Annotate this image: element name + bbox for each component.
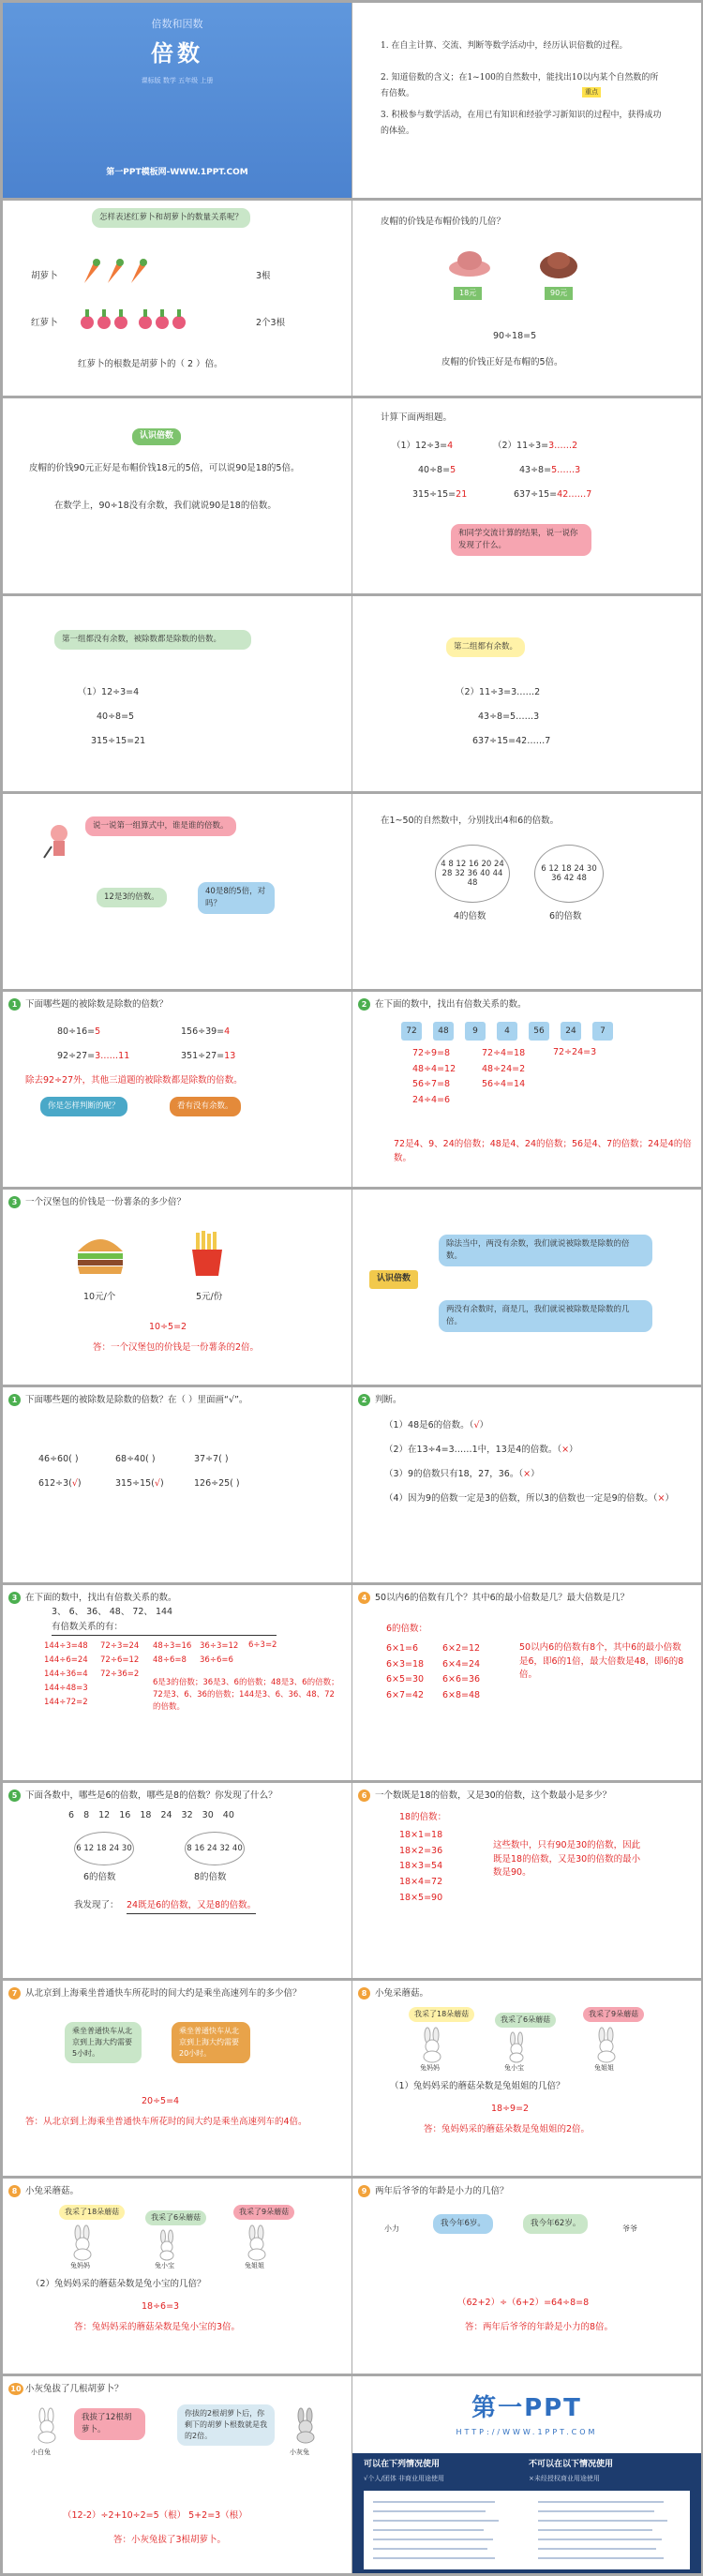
- eq-a2-value: 5: [450, 465, 456, 475]
- definition-bubble-2: 两没有余数时，商是几，我们就说被除数是除数的几倍。: [439, 1300, 652, 1332]
- multiples-of-6-oval: 6 12 18 24 30: [74, 1832, 134, 1865]
- eq-b1-value: 3……2: [548, 441, 578, 451]
- section-tag: 认识倍数: [132, 428, 181, 445]
- rabbit-mom-icon: [420, 2029, 444, 2061]
- practice-3-slide[interactable]: [3, 1585, 352, 1780]
- ad-desc-2: ×未经授权商业用途使用: [529, 2475, 600, 2482]
- radish-icons-row2: [78, 304, 247, 332]
- exercise-number: 2: [358, 998, 370, 1011]
- eq-2-value: 4: [224, 1026, 231, 1037]
- rabbit-bubble-2: 我采了6朵蘑菇: [495, 2013, 556, 2028]
- calc-c1: 144÷48=3: [44, 1683, 88, 1693]
- finding-label: 我发现了：: [74, 1900, 119, 1910]
- question-text: 下面哪些题的被除数是除数的倍数？在（ ）里面画“√”。: [25, 1395, 248, 1405]
- info-bubble-2: 乘坐普通快车从北京到上海大约需要20小时。: [172, 2022, 250, 2063]
- eq-1: 80÷16=: [57, 1026, 96, 1037]
- cover-meta: 课标版 数学 五年级 上册: [141, 77, 214, 84]
- practice-2-slide[interactable]: 2 判断。 （1）48是6的倍数。（√） （2）在13÷4=3……1中，13是4的倍数。（×） （3）9的倍数只有18，27，36。（×） （4）因为9的倍数一定是3的倍数，所以3的倍数也一定是9的倍数。（×）: [352, 1387, 701, 1582]
- question-text: 下面各数中，哪些是6的倍数，哪些是8的倍数？你发现了什么？: [25, 1790, 277, 1801]
- multiples-of-8-label: 8的倍数: [194, 1872, 227, 1882]
- number-tile: 56: [529, 1022, 549, 1041]
- calculation: （62+2）÷（6+2）=64÷8=8: [457, 2298, 590, 2308]
- item-prefix: 315÷15(: [115, 1478, 155, 1489]
- item-suffix: ): [159, 1478, 164, 1489]
- rabbit-bubble-2: 我采了6朵蘑菇: [145, 2210, 206, 2225]
- group2-bubble: 第二组都有余数。: [446, 637, 525, 657]
- eq-b3: 637÷15=: [514, 489, 558, 500]
- definition-slide[interactable]: [3, 398, 352, 593]
- calc-c1: 6×7=42: [386, 1689, 425, 1700]
- number-tile: 24: [561, 1022, 581, 1041]
- calc-c1: 144÷72=2: [44, 1697, 88, 1707]
- question-text: 一个汉堡包的价钱是一份薯条的多少倍？: [25, 1197, 187, 1207]
- white-rabbit-icon: [35, 2410, 59, 2442]
- eq-b1: （2）11÷3=: [493, 441, 549, 451]
- rabbit-label-3: 兔姐姐: [594, 2064, 614, 2072]
- question-text: 两年后爷爷的年龄是小力的几倍？: [375, 2186, 509, 2196]
- question-text: 皮帽的价钱是布帽价钱的几倍？: [381, 217, 506, 227]
- hat-slide[interactable]: [352, 201, 701, 396]
- practice-7-slide[interactable]: [3, 1981, 352, 2176]
- exercise-1-slide[interactable]: [3, 992, 352, 1187]
- rabbit-label-2: 兔小宝: [504, 2064, 524, 2072]
- rabbit-baby-icon: [157, 2231, 177, 2259]
- answer-text: 皮帽的价钱正好是布帽的5倍。: [441, 357, 563, 367]
- question-bubble: 怎样表述红萝卜和胡萝卜的数量关系呢？: [92, 208, 250, 228]
- calc-c2: 48÷24=2: [482, 1063, 526, 1074]
- calculation: 18÷9=2: [491, 2104, 530, 2114]
- judge-1-mark: √: [473, 1420, 480, 1430]
- answer-bubble-1: 12是3的倍数。: [97, 888, 167, 907]
- number-tile: 4: [497, 1022, 517, 1041]
- judge-2: （2）在13÷4=3……1中，13是4的倍数。（: [384, 1445, 562, 1455]
- practice-8b-slide[interactable]: [3, 2179, 352, 2374]
- question-text: 判断。: [375, 1395, 402, 1405]
- calc-c5: 6÷3=2: [248, 1640, 277, 1650]
- calc-c1: 144÷3=48: [44, 1641, 88, 1651]
- exercise-number: 9: [358, 2185, 370, 2197]
- conclusion-text: 除去92÷27外，其他三道题的被除数都是除数的倍数。: [25, 1075, 243, 1086]
- cover-title: 倍数: [151, 40, 203, 67]
- calculation: 18÷6=3: [142, 2301, 180, 2312]
- answer-text: 答：从北京到上海乘坐普通快车所花时的间大约是乘坐高速列车的4倍。: [25, 2117, 307, 2127]
- practice-4-slide[interactable]: [352, 1585, 701, 1780]
- question-text: 在下面的数中，找出有倍数关系的数。: [375, 999, 527, 1010]
- eq-b2: 43÷8=: [519, 465, 552, 475]
- exercise-2-slide[interactable]: [352, 992, 701, 1187]
- practice-10-slide[interactable]: [3, 2376, 352, 2573]
- sub-question: （2）兔妈妈采的蘑菇朵数是兔小宝的几倍？: [31, 2279, 206, 2289]
- prompt-bubble: 说一说第一组算式中，谁是谁的倍数。: [85, 816, 236, 836]
- calc-c2: 6×4=24: [442, 1658, 481, 1670]
- calc-c2: 6×2=12: [442, 1643, 481, 1654]
- calc-c1: 24÷4=6: [412, 1094, 451, 1105]
- multiples-of-8-oval: 8 16 24 32 40: [185, 1832, 245, 1865]
- section-tag: 认识倍数: [369, 1270, 418, 1289]
- group1-line-3: 315÷15=21: [91, 736, 146, 746]
- exercise-number: 5: [8, 1790, 21, 1802]
- calc-c2: 56÷4=14: [482, 1079, 526, 1090]
- multiples-label: 18的倍数：: [399, 1812, 447, 1822]
- key-point-badge: 重点: [582, 87, 601, 97]
- group1-slide[interactable]: [3, 596, 352, 791]
- eq-b2-value: 5……3: [551, 465, 581, 475]
- calc-c3: 48÷3=16: [153, 1641, 192, 1651]
- item-prefix: 612÷3(: [38, 1478, 72, 1489]
- heading: 在1~50的自然数中，分别找出4和6的倍数。: [381, 816, 560, 826]
- rabbit-mom-icon: [70, 2227, 95, 2259]
- rabbit-bubble-2: 你拔的2根胡萝卜后，你剩下的胡萝卜根数就是我的2倍。: [177, 2404, 275, 2446]
- rabbit-bubble-1: 我采了18朵蘑菇: [409, 2007, 474, 2022]
- definition-text-2: 在数学上，90÷18没有余数，我们就说90是18的倍数。: [54, 501, 277, 511]
- exercise-number: 1: [8, 1394, 21, 1406]
- exercise-number: 7: [8, 1987, 21, 1999]
- definition-text-1: 皮帽的价钱90元正好是布帽价钱18元的5倍，可以说90是18的5倍。: [29, 463, 300, 473]
- number-tile: 72: [401, 1022, 422, 1041]
- ad-url[interactable]: HTTP://WWW.1PPT.COM: [456, 2428, 598, 2436]
- discuss-slide[interactable]: [3, 794, 352, 989]
- calc-c4: 36÷3=12: [200, 1641, 239, 1651]
- practice-6-slide[interactable]: [352, 1783, 701, 1978]
- rabbit-bubble-1: 我拔了12根胡萝卜。: [74, 2408, 145, 2440]
- question-text: 从北京到上海乘坐普通快车所花时的间大约是乘坐高速列车的多少倍？: [25, 1988, 302, 1999]
- calc-c2: 72÷4=18: [482, 1048, 526, 1058]
- eq-a3: 315÷15=: [412, 489, 456, 500]
- price-fries: 5元/份: [196, 1292, 223, 1302]
- cloth-hat-icon: [446, 249, 493, 277]
- answer-text: 这些数中，只有90是30的倍数，因此既是18的倍数，又是30的倍数的最小数是90。: [493, 1840, 641, 1879]
- calc-c4: 36÷6=6: [200, 1655, 233, 1665]
- number-list: 6 8 12 16 18 24 32 30 40: [68, 1810, 234, 1820]
- calc-c1: 6×1=6: [386, 1643, 419, 1654]
- multiples-of-6-oval: 6 12 18 24 30 36 42 48: [534, 845, 604, 903]
- rabbit-label-3: 兔姐姐: [245, 2262, 264, 2269]
- person-label-2: 爷爷: [622, 2224, 637, 2233]
- answer-text: 答：小灰兔拔了3根胡萝卜。: [113, 2535, 227, 2545]
- calculation: （12-2）÷2+10÷2=5（根） 5+2=3（根）: [63, 2510, 247, 2521]
- row-count-2: 2个3根: [256, 318, 286, 328]
- group1-line-1: （1）12÷3=4: [78, 687, 140, 697]
- rabbit-bubble-3: 我采了9朵蘑菇: [583, 2007, 644, 2022]
- ad-heading-2: 不可以在以下情况使用: [529, 2460, 614, 2469]
- calc-c2: 72÷6=12: [100, 1655, 140, 1665]
- group1-line-2: 40÷8=5: [97, 711, 135, 722]
- calc-c1: 6×3=18: [386, 1658, 425, 1670]
- goals-slide[interactable]: [352, 3, 701, 198]
- multiples-of-4-oval: 4 8 12 16 20 24 28 32 36 40 44 48: [435, 845, 510, 903]
- eq-1-value: 5: [95, 1026, 101, 1037]
- ad-heading-1: 可以在下列情况使用: [364, 2460, 441, 2469]
- rabbit-sister-icon: [594, 2029, 619, 2061]
- calc-c3: 48÷6=8: [153, 1655, 187, 1665]
- exercise-number: 3: [8, 1592, 21, 1604]
- person-label-1: 小力: [384, 2224, 399, 2233]
- group2-line-1: （2）11÷3=3……2: [456, 687, 541, 697]
- practice-8-slide[interactable]: [352, 1981, 701, 2176]
- row-count-1: 3根: [256, 271, 271, 281]
- multiples-of-4-label: 4的倍数: [454, 911, 486, 921]
- answer-text: 6是3的倍数；36是3、6的倍数；48是3、6的倍数；72是3、6、36的倍数；144是3、6、36、48、72的倍数。: [153, 1678, 339, 1713]
- calc-c1: 56÷7=8: [412, 1079, 451, 1090]
- cover-site: 第一PPT模板网-WWW.1PPT.COM: [106, 168, 248, 177]
- cover-subtitle: 倍数和因数: [151, 18, 203, 30]
- eq-3-value: 3……11: [95, 1051, 130, 1061]
- price-tag-1: 18元: [454, 287, 482, 300]
- carrot-slide[interactable]: [3, 201, 352, 396]
- item: 68÷40( ): [115, 1454, 156, 1464]
- number-tile: 7: [592, 1022, 613, 1041]
- eq-a3-value: 21: [456, 489, 468, 500]
- practice-9-slide[interactable]: [352, 2179, 701, 2374]
- row-label-2: 红萝卜: [31, 318, 58, 328]
- price-burger: 10元/个: [83, 1292, 116, 1302]
- question-text: 一个数既是18的倍数，又是30的倍数，这个数最小是多少？: [375, 1790, 612, 1801]
- age-bubble-1: 我今年6岁。: [433, 2214, 493, 2234]
- group2-line-3: 637÷15=42……7: [472, 736, 551, 746]
- calc-slide[interactable]: [352, 398, 701, 593]
- exercise-number: 8: [358, 1987, 370, 1999]
- group1-bubble: 第一组都没有余数，被除数都是除数的倍数。: [54, 630, 251, 650]
- answer-text: 50以内6的倍数有8个，其中6的最小倍数是6，即6的1倍，最大倍数是48，即6的8倍。: [519, 1642, 684, 1681]
- exercise-3-slide[interactable]: [3, 1190, 352, 1385]
- calculation: 10÷5=2: [149, 1322, 187, 1332]
- gray-rabbit-icon: [293, 2410, 318, 2442]
- rabbit-label-1: 小白兔: [31, 2449, 51, 2456]
- judge-2-mark: ×: [561, 1445, 570, 1455]
- calc-c1: 144÷36=4: [44, 1669, 88, 1679]
- rabbit-sister-icon: [245, 2227, 269, 2259]
- exercise-number: 4: [358, 1592, 370, 1604]
- fur-hat-icon: [535, 247, 582, 279]
- judge-4: （4）因为9的倍数一定是3的倍数，所以3的倍数也一定是9的倍数。（: [384, 1493, 658, 1504]
- price-tag-2: 90元: [545, 287, 573, 300]
- advert-slide[interactable]: [352, 2376, 701, 2573]
- ad-desc-1: √个人/团体 非商业用途使用: [364, 2475, 445, 2482]
- exercise-number: 3: [8, 1196, 21, 1208]
- fries-icon: [188, 1231, 226, 1278]
- exercise-number: 1: [8, 998, 21, 1011]
- rabbit-bubble-3: 我采了9朵蘑菇: [233, 2205, 294, 2220]
- judge-4-mark: ×: [657, 1493, 666, 1504]
- age-bubble-2: 我今年62岁。: [523, 2214, 588, 2234]
- answer-bubble-2: 40是8的5倍，对吗？: [198, 882, 275, 914]
- answer-text: 答：两年后爷爷的年龄是小力的8倍。: [465, 2322, 614, 2332]
- rabbit-label-2: 小灰兔: [290, 2449, 309, 2456]
- practice-1-slide[interactable]: [3, 1387, 352, 1582]
- goal-1: 1. 在自主计算、交流、判断等数学活动中，经历认识倍数的过程。: [381, 41, 628, 51]
- finding-text: 24既是6的倍数，又是8的倍数。: [127, 1899, 256, 1914]
- question-text: 小兔采蘑菇。: [375, 1988, 429, 1999]
- carrot-icons-row1: [80, 257, 164, 285]
- multiples-of-6-label: 6的倍数: [83, 1872, 116, 1882]
- eq-3: 92÷27=: [57, 1051, 96, 1061]
- hamburger-icon: [74, 1231, 127, 1278]
- calc-c1: 18×4=72: [399, 1876, 443, 1887]
- multiples-of-6-label: 6的倍数: [549, 911, 582, 921]
- calculation: 90÷18=5: [493, 331, 537, 341]
- calc-c2: 72÷3=24: [100, 1641, 140, 1651]
- check-mark: √: [154, 1478, 160, 1489]
- sub-question: （1）兔妈妈采的蘑菇朵数是兔姐姐的几倍？: [390, 2081, 565, 2091]
- question-text: 在下面的数中，找出有倍数关系的数。: [25, 1593, 177, 1603]
- number-list: 3、 6、 36、 48、 72、 144: [52, 1607, 173, 1617]
- judge-3: （3）9的倍数只有18，27，36。（: [384, 1469, 524, 1479]
- multiples-label: 6的倍数：: [386, 1624, 428, 1634]
- exercise-number: 8: [8, 2185, 21, 2197]
- calc-c1: 6×5=30: [386, 1674, 425, 1685]
- eq-b3-value: 42……7: [557, 489, 592, 500]
- cover-slide[interactable]: [3, 3, 352, 198]
- item: 37÷7( ): [194, 1454, 229, 1464]
- link-list-decoration: [373, 2498, 682, 2564]
- calc-c1: 18×1=18: [399, 1830, 443, 1840]
- exercise-number: 6: [358, 1790, 370, 1802]
- calc-c2: 72÷36=2: [100, 1669, 140, 1679]
- eq-a2: 40÷8=: [418, 465, 451, 475]
- calc-c2: 6×6=36: [442, 1674, 481, 1685]
- practice-5-slide[interactable]: [3, 1783, 352, 1978]
- answer-text: 72是4、9、24的倍数；48是4、24的倍数；56是4、7的倍数；24是4的倍数。: [394, 1139, 692, 1163]
- info-bubble-1: 乘坐普通快车从北京到上海大约需要5小时。: [65, 2022, 142, 2063]
- calc-c1: 72÷9=8: [412, 1048, 451, 1058]
- relation-label: 有倍数关系的有：: [52, 1621, 277, 1636]
- number-tile: 9: [465, 1022, 486, 1041]
- heading: 计算下面两组题。: [381, 412, 453, 423]
- how-bubble: 你是怎样判断的呢？: [40, 1097, 127, 1116]
- rabbit-label-1: 兔妈妈: [70, 2262, 90, 2269]
- calc-c1: 18×3=54: [399, 1861, 443, 1872]
- question-text: 50以内6的倍数有几个？其中6的最小倍数是几？最大倍数是几？: [375, 1593, 630, 1603]
- row-label-1: 胡萝卜: [31, 271, 58, 281]
- rabbit-baby-icon: [506, 2033, 527, 2061]
- calculation: 20÷5=4: [142, 2096, 180, 2106]
- remainder-bubble: 看有没有余数。: [170, 1097, 241, 1116]
- eq-a1-value: 4: [447, 441, 454, 451]
- definition-recap-slide[interactable]: [352, 1190, 701, 1385]
- answer-text: 答：一个汉堡包的价钱是一份薯条的2倍。: [93, 1342, 260, 1353]
- answer-text: 红萝卜的根数是胡萝卜的（ 2 ）倍。: [78, 359, 223, 369]
- calc-c1: 18×5=90: [399, 1892, 443, 1903]
- question-text: 小兔采蘑菇。: [25, 2186, 80, 2196]
- discussion-bubble: 和同学交流计算的结果，说一说你发现了什么。: [451, 524, 591, 556]
- item-suffix: ): [77, 1478, 82, 1489]
- group2-slide[interactable]: [352, 596, 701, 791]
- eq-4-value: 13: [224, 1051, 236, 1061]
- judge-3-mark: ×: [523, 1469, 531, 1479]
- multiples-circle-slide[interactable]: [352, 794, 701, 989]
- definition-bubble-1: 除法当中，两没有余数，我们就说被除数是除数的倍数。: [439, 1235, 652, 1266]
- answer-text: 答：兔妈妈采的蘑菇朵数是兔小宝的3倍。: [74, 2322, 241, 2332]
- exercise-number: 10: [8, 2383, 23, 2395]
- check-mark: √: [71, 1478, 78, 1489]
- calc-c1: 48÷4=12: [412, 1063, 456, 1074]
- number-tile: 48: [433, 1022, 454, 1041]
- question-text: 下面哪些题的被除数是除数的倍数？: [25, 999, 169, 1010]
- answer-text: 答：兔妈妈采的蘑菇朵数是兔姐姐的2倍。: [424, 2124, 591, 2134]
- rabbit-label-2: 兔小宝: [155, 2262, 174, 2269]
- pencil-character-icon: [40, 820, 78, 861]
- item: 46÷60( ): [38, 1454, 79, 1464]
- item: 126÷25( ): [194, 1478, 240, 1489]
- goal-3: 3. 积极参与数学活动，在用已有知识和经验学习新知识的过程中，获得成功的体验。: [381, 111, 662, 137]
- group2-line-2: 43÷8=5……3: [478, 711, 540, 722]
- calc-c2: 6×8=48: [442, 1689, 481, 1700]
- question-text: 小灰兔拔了几根胡萝卜？: [25, 2384, 124, 2394]
- rabbit-bubble-1: 我采了18朵蘑菇: [59, 2205, 125, 2220]
- eq-a1: （1）12÷3=: [392, 441, 448, 451]
- ad-logo: 第一PPT: [471, 2394, 582, 2422]
- eq-2: 156÷39=: [181, 1026, 225, 1037]
- judge-1: （1）48是6的倍数。（: [384, 1420, 474, 1430]
- calc-c1: 18×2=36: [399, 1845, 443, 1856]
- calc-c3: 72÷24=3: [553, 1047, 597, 1057]
- exercise-number: 2: [358, 1394, 370, 1406]
- eq-4: 351÷27=: [181, 1051, 225, 1061]
- goal-2: 2. 知道倍数的含义；在1~100的自然数中，能找出10以内某个自然数的所有倍数。: [381, 73, 659, 99]
- rabbit-label-1: 兔妈妈: [420, 2064, 440, 2072]
- calc-c1: 144÷6=24: [44, 1655, 88, 1665]
